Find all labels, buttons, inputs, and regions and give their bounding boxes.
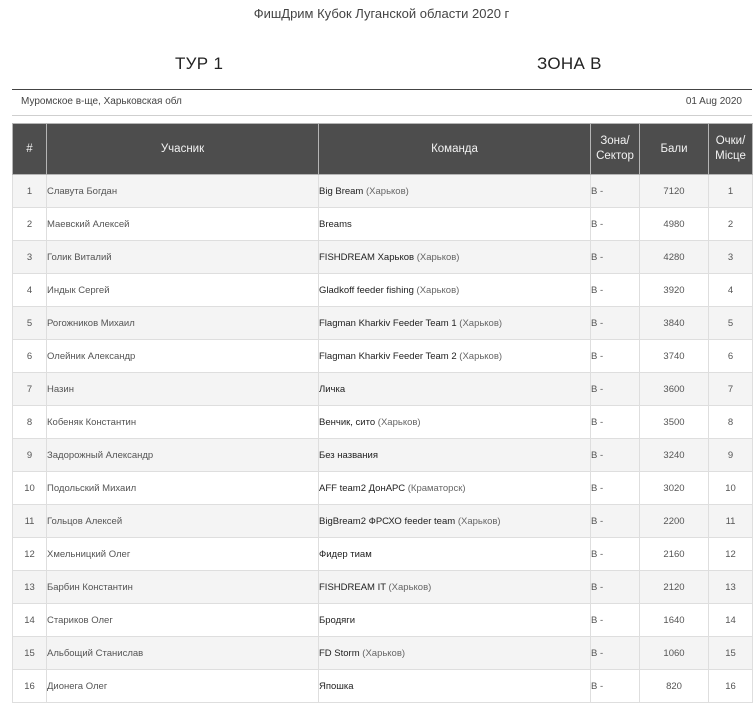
team-cell — [319, 406, 591, 439]
participant-name: Стариков Олег — [47, 604, 319, 637]
participant-name: Хмельницкий Олег — [47, 538, 319, 571]
place: 15 — [709, 637, 753, 670]
team-name: FISHDREAM IT — [319, 581, 386, 593]
sector: B - — [591, 406, 640, 439]
place: 9 — [709, 439, 753, 472]
row-number: 14 — [13, 604, 47, 637]
team-name: BigBream2 ФРСХО feeder team — [319, 515, 456, 527]
table-header-row — [13, 124, 753, 175]
row-number: 11 — [13, 505, 47, 538]
place: 4 — [709, 274, 753, 307]
row-number: 4 — [13, 274, 47, 307]
row-number: 2 — [13, 208, 47, 241]
team-cell — [319, 538, 591, 571]
sector: B - — [591, 340, 640, 373]
team-city: (Харьков) — [457, 515, 501, 527]
team-name: Flagman Kharkiv Feeder Team 1 — [319, 317, 457, 329]
info-bar — [12, 89, 752, 116]
location-text: Муромское в-ще, Харьковская обл — [21, 96, 182, 107]
team-name: FISHDREAM Харьков — [319, 251, 415, 263]
sector: B - — [591, 373, 640, 406]
header-team: Команда — [319, 124, 591, 175]
sector: B - — [591, 175, 640, 208]
team-cell — [319, 670, 591, 703]
points: 3740 — [640, 340, 709, 373]
sector: B - — [591, 307, 640, 340]
points: 2160 — [640, 538, 709, 571]
points: 3500 — [640, 406, 709, 439]
team-city: (Краматорск) — [407, 482, 466, 494]
team-city: (Харьков) — [377, 416, 421, 428]
sector: B - — [591, 538, 640, 571]
sector: B - — [591, 472, 640, 505]
results-table — [12, 123, 753, 703]
team-name: Венчик, сито — [319, 416, 376, 428]
points: 7120 — [640, 175, 709, 208]
points: 2200 — [640, 505, 709, 538]
team-city: (Харьков) — [459, 317, 503, 329]
table-row — [13, 472, 753, 505]
team-name: FD Storm — [319, 647, 360, 659]
sector: B - — [591, 571, 640, 604]
table-row — [13, 604, 753, 637]
table-row — [13, 307, 753, 340]
sector: B - — [591, 439, 640, 472]
team-city: (Харьков) — [416, 251, 460, 263]
sector: B - — [591, 604, 640, 637]
table-row — [13, 505, 753, 538]
row-number: 12 — [13, 538, 47, 571]
table-row — [13, 571, 753, 604]
sector: B - — [591, 241, 640, 274]
place: 5 — [709, 307, 753, 340]
table-row — [13, 406, 753, 439]
participant-name: Подольский Михаил — [47, 472, 319, 505]
place: 7 — [709, 373, 753, 406]
sector: B - — [591, 505, 640, 538]
team-cell — [319, 208, 591, 241]
team-name: Бродяги — [319, 614, 356, 626]
row-number: 15 — [13, 637, 47, 670]
table-row — [13, 274, 753, 307]
team-city: (Харьков) — [366, 185, 409, 197]
team-name: Flagman Kharkiv Feeder Team 2 — [319, 350, 457, 362]
team-cell — [319, 307, 591, 340]
place: 13 — [709, 571, 753, 604]
team-name: Личка — [319, 383, 346, 395]
points: 3600 — [640, 373, 709, 406]
points: 820 — [640, 670, 709, 703]
header-place-line1: Очки/ — [715, 135, 746, 147]
row-number: 9 — [13, 439, 47, 472]
place: 3 — [709, 241, 753, 274]
team-name: Big Bream — [319, 185, 364, 197]
team-name: Gladkoff feeder fishing — [319, 284, 414, 296]
points: 3920 — [640, 274, 709, 307]
team-cell — [319, 340, 591, 373]
row-number: 7 — [13, 373, 47, 406]
table-row — [13, 373, 753, 406]
tour-label: ТУР 1 — [175, 54, 224, 73]
team-cell — [319, 571, 591, 604]
date-text: 01 Aug 2020 — [685, 96, 742, 107]
row-number: 16 — [13, 670, 47, 703]
table-row — [13, 208, 753, 241]
sector: B - — [591, 208, 640, 241]
team-cell — [319, 604, 591, 637]
header-num: # — [13, 124, 47, 175]
place: 10 — [709, 472, 753, 505]
participant-name: Барбин Константин — [47, 571, 319, 604]
sector: B - — [591, 670, 640, 703]
team-cell — [319, 439, 591, 472]
zone-label: ЗОНА В — [537, 54, 602, 73]
points: 3240 — [640, 439, 709, 472]
table-row — [13, 637, 753, 670]
team-cell — [319, 505, 591, 538]
participant-name: Дионега Олег — [47, 670, 319, 703]
team-name: Япошка — [319, 680, 354, 692]
place: 16 — [709, 670, 753, 703]
header-place — [709, 124, 753, 175]
participant-name: Маевский Алексей — [47, 208, 319, 241]
table-row — [13, 538, 753, 571]
row-number: 5 — [13, 307, 47, 340]
row-number: 3 — [13, 241, 47, 274]
place: 12 — [709, 538, 753, 571]
team-name: AFF team2 ДонАРС — [319, 482, 406, 494]
place: 1 — [709, 175, 753, 208]
place: 6 — [709, 340, 753, 373]
place: 11 — [709, 505, 753, 538]
team-cell — [319, 241, 591, 274]
header-participant: Учасник — [47, 124, 319, 175]
team-cell — [319, 472, 591, 505]
participant-name: Кобеняк Константин — [47, 406, 319, 439]
row-number: 13 — [13, 571, 47, 604]
team-cell — [319, 175, 591, 208]
team-name: Breams — [319, 218, 352, 230]
row-number: 6 — [13, 340, 47, 373]
header-sector — [591, 124, 640, 175]
team-city: (Харьков) — [388, 581, 432, 593]
participant-name: Славута Богдан — [47, 175, 319, 208]
team-city: (Харьков) — [459, 350, 503, 362]
header-place-line2: Місце — [715, 150, 746, 162]
place: 14 — [709, 604, 753, 637]
team-name: Фидер тиам — [319, 548, 372, 560]
team-city: (Харьков) — [416, 284, 460, 296]
team-cell — [319, 274, 591, 307]
points: 3020 — [640, 472, 709, 505]
points: 1060 — [640, 637, 709, 670]
team-city: (Харьков) — [362, 647, 406, 659]
table-row — [13, 241, 753, 274]
team-cell — [319, 637, 591, 670]
points: 1640 — [640, 604, 709, 637]
participant-name: Альбощий Станислав — [47, 637, 319, 670]
table-row — [13, 670, 753, 703]
sector: B - — [591, 274, 640, 307]
header-points: Бали — [640, 124, 709, 175]
table-row — [13, 175, 753, 208]
participant-name: Назин — [47, 373, 319, 406]
row-number: 10 — [13, 472, 47, 505]
row-number: 8 — [13, 406, 47, 439]
participant-name: Индык Сергей — [47, 274, 319, 307]
points: 4280 — [640, 241, 709, 274]
participant-name: Гольцов Алексей — [47, 505, 319, 538]
points: 4980 — [640, 208, 709, 241]
participant-name: Задорожный Александр — [47, 439, 319, 472]
place: 8 — [709, 406, 753, 439]
header-sector-line2: Сектор — [596, 150, 634, 162]
page-title: ФишДрим Кубок Луганской области 2020 г — [253, 6, 510, 21]
participant-name: Олейник Александр — [47, 340, 319, 373]
table-row — [13, 340, 753, 373]
participant-name: Голик Виталий — [47, 241, 319, 274]
participant-name: Рогожников Михаил — [47, 307, 319, 340]
points: 2120 — [640, 571, 709, 604]
sector: B - — [591, 637, 640, 670]
table-row — [13, 439, 753, 472]
team-name: Без названия — [319, 449, 379, 461]
place: 2 — [709, 208, 753, 241]
row-number: 1 — [13, 175, 47, 208]
team-cell — [319, 373, 591, 406]
header-sector-line1: Зона/ — [600, 135, 630, 147]
points: 3840 — [640, 307, 709, 340]
